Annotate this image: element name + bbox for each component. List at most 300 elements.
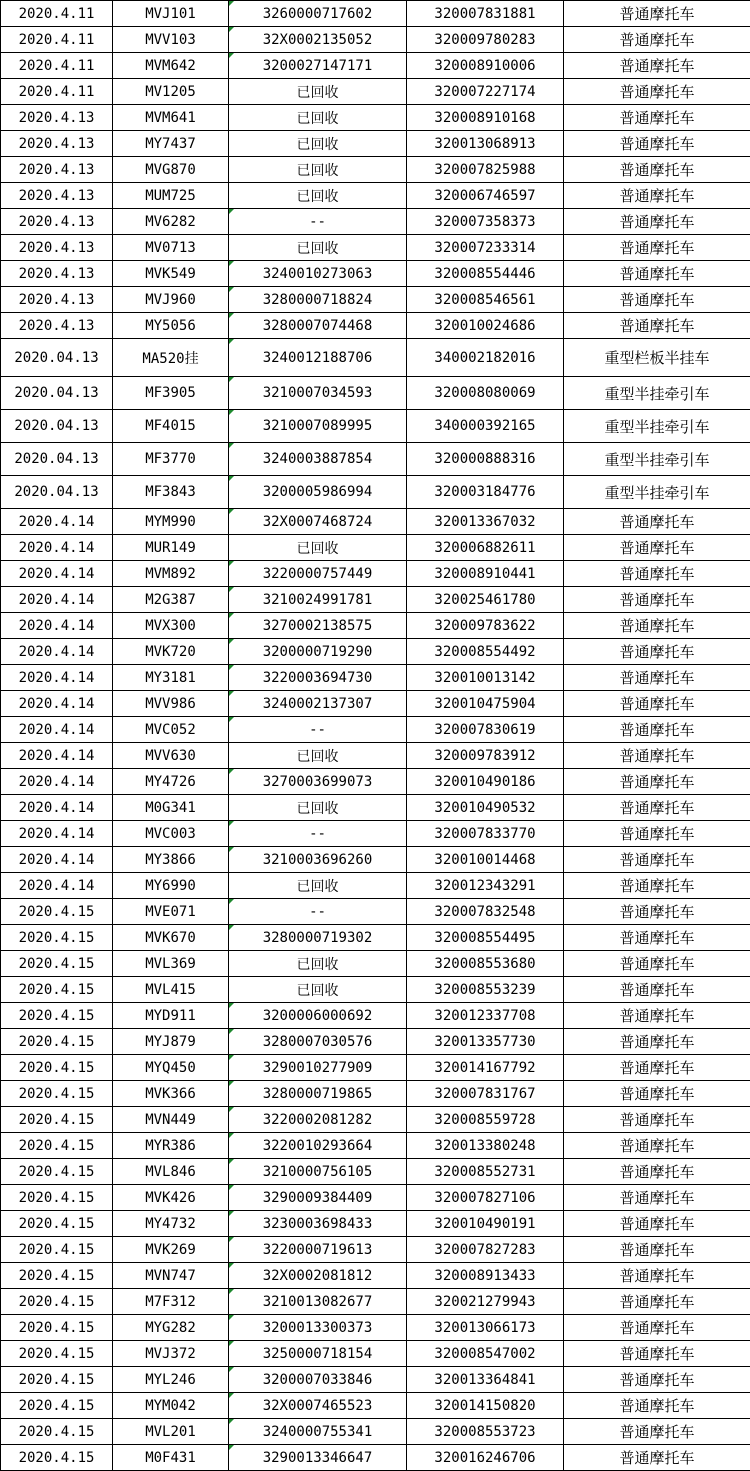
table-row <box>1 1341 750 1367</box>
cert-cell: 已回收 <box>229 131 407 157</box>
plate-cell: MVM642 <box>113 53 229 79</box>
table-row <box>1 977 750 1003</box>
table-row <box>1 717 750 743</box>
plate-cell: MYR386 <box>113 1133 229 1159</box>
date-cell: 2020.4.15 <box>1 1419 113 1445</box>
date-cell: 2020.4.11 <box>1 1 113 27</box>
date-cell: 2020.4.15 <box>1 1445 113 1471</box>
date-cell: 2020.4.15 <box>1 1029 113 1055</box>
vehicle-type-cell: 普通摩托车 <box>564 1185 750 1211</box>
date-cell: 2020.4.14 <box>1 665 113 691</box>
reg-cell: 320009783622 <box>407 613 564 639</box>
plate-cell: MVK426 <box>113 1185 229 1211</box>
date-cell: 2020.4.14 <box>1 847 113 873</box>
reg-cell: 320008554495 <box>407 925 564 951</box>
vehicle-type-cell: 普通摩托车 <box>564 1 750 27</box>
table-row <box>1 1107 750 1133</box>
table-row <box>1 509 750 535</box>
table-row <box>1 1263 750 1289</box>
vehicle-type-cell: 重型半挂牵引车 <box>564 443 750 476</box>
reg-cell: 320008553723 <box>407 1419 564 1445</box>
cert-cell: 已回收 <box>229 535 407 561</box>
reg-cell: 320006882611 <box>407 535 564 561</box>
reg-cell: 320016246706 <box>407 1445 564 1471</box>
plate-cell: MYQ450 <box>113 1055 229 1081</box>
date-cell: 2020.4.15 <box>1 1185 113 1211</box>
vehicle-records-body <box>1 1 750 1471</box>
vehicle-type-cell: 普通摩托车 <box>564 157 750 183</box>
reg-cell: 320007831881 <box>407 1 564 27</box>
cert-cell: 3280007074468 <box>229 313 407 339</box>
reg-cell: 320008910168 <box>407 105 564 131</box>
reg-cell: 320013066173 <box>407 1315 564 1341</box>
plate-cell: MY3181 <box>113 665 229 691</box>
reg-cell: 320007832548 <box>407 899 564 925</box>
cert-cell: 3280000718824 <box>229 287 407 313</box>
table-row <box>1 1367 750 1393</box>
plate-cell: MUM725 <box>113 183 229 209</box>
cert-cell: 3230003698433 <box>229 1211 407 1237</box>
table-row <box>1 79 750 105</box>
cert-cell: 3290013346647 <box>229 1445 407 1471</box>
table-row <box>1 639 750 665</box>
reg-cell: 320007833770 <box>407 821 564 847</box>
plate-cell: MYM042 <box>113 1393 229 1419</box>
vehicle-type-cell: 普通摩托车 <box>564 561 750 587</box>
reg-cell: 320008554492 <box>407 639 564 665</box>
vehicle-type-cell: 普通摩托车 <box>564 535 750 561</box>
table-row <box>1 410 750 443</box>
vehicle-type-cell: 普通摩托车 <box>564 183 750 209</box>
vehicle-type-cell: 普通摩托车 <box>564 951 750 977</box>
reg-cell: 320013357730 <box>407 1029 564 1055</box>
vehicle-type-cell: 普通摩托车 <box>564 1367 750 1393</box>
reg-cell: 320007830619 <box>407 717 564 743</box>
plate-cell: M0G341 <box>113 795 229 821</box>
plate-cell: MF3770 <box>113 443 229 476</box>
date-cell: 2020.4.14 <box>1 873 113 899</box>
vehicle-type-cell: 普通摩托车 <box>564 899 750 925</box>
table-row <box>1 1029 750 1055</box>
plate-cell: MUR149 <box>113 535 229 561</box>
plate-cell: MV0713 <box>113 235 229 261</box>
date-cell: 2020.4.14 <box>1 743 113 769</box>
plate-cell: MF4015 <box>113 410 229 443</box>
reg-cell: 320009783912 <box>407 743 564 769</box>
vehicle-type-cell: 普通摩托车 <box>564 1445 750 1471</box>
cert-cell: -- <box>229 717 407 743</box>
reg-cell: 320008552731 <box>407 1159 564 1185</box>
reg-cell: 320008547002 <box>407 1341 564 1367</box>
plate-cell: MVM892 <box>113 561 229 587</box>
vehicle-type-cell: 普通摩托车 <box>564 1263 750 1289</box>
reg-cell: 320000888316 <box>407 443 564 476</box>
plate-cell: MVN449 <box>113 1107 229 1133</box>
plate-cell: M7F312 <box>113 1289 229 1315</box>
plate-cell: MF3843 <box>113 476 229 509</box>
vehicle-type-cell: 普通摩托车 <box>564 1419 750 1445</box>
table-row <box>1 925 750 951</box>
date-cell: 2020.04.13 <box>1 339 113 377</box>
table-row <box>1 157 750 183</box>
plate-cell: MVG870 <box>113 157 229 183</box>
vehicle-type-cell: 普通摩托车 <box>564 743 750 769</box>
reg-cell: 320021279943 <box>407 1289 564 1315</box>
plate-cell: MYJ879 <box>113 1029 229 1055</box>
cert-cell: 32X0007468724 <box>229 509 407 535</box>
cert-cell: 3280000719302 <box>229 925 407 951</box>
vehicle-type-cell: 普通摩托车 <box>564 613 750 639</box>
plate-cell: MVL846 <box>113 1159 229 1185</box>
date-cell: 2020.4.15 <box>1 1315 113 1341</box>
table-row <box>1 665 750 691</box>
table-row <box>1 1393 750 1419</box>
plate-cell: MF3905 <box>113 377 229 410</box>
date-cell: 2020.4.13 <box>1 287 113 313</box>
vehicle-type-cell: 重型半挂牵引车 <box>564 377 750 410</box>
vehicle-type-cell: 普通摩托车 <box>564 1341 750 1367</box>
vehicle-type-cell: 普通摩托车 <box>564 717 750 743</box>
plate-cell: MVJ101 <box>113 1 229 27</box>
plate-cell: MY7437 <box>113 131 229 157</box>
date-cell: 2020.04.13 <box>1 476 113 509</box>
date-cell: 2020.4.15 <box>1 1263 113 1289</box>
cert-cell: 3220002081282 <box>229 1107 407 1133</box>
table-row <box>1 1133 750 1159</box>
reg-cell: 320006746597 <box>407 183 564 209</box>
date-cell: 2020.4.14 <box>1 535 113 561</box>
reg-cell: 320010013142 <box>407 665 564 691</box>
vehicle-type-cell: 重型栏板半挂车 <box>564 339 750 377</box>
reg-cell: 320010024686 <box>407 313 564 339</box>
vehicle-type-cell: 普通摩托车 <box>564 53 750 79</box>
table-row <box>1 873 750 899</box>
reg-cell: 320013068913 <box>407 131 564 157</box>
reg-cell: 320008554446 <box>407 261 564 287</box>
date-cell: 2020.4.13 <box>1 157 113 183</box>
reg-cell: 320007827106 <box>407 1185 564 1211</box>
vehicle-type-cell: 普通摩托车 <box>564 209 750 235</box>
date-cell: 2020.4.15 <box>1 1393 113 1419</box>
reg-cell: 320013380248 <box>407 1133 564 1159</box>
cert-cell: 32X0007465523 <box>229 1393 407 1419</box>
reg-cell: 320009780283 <box>407 27 564 53</box>
cert-cell: 32X0002081812 <box>229 1263 407 1289</box>
plate-cell: MVL415 <box>113 977 229 1003</box>
cert-cell: 已回收 <box>229 795 407 821</box>
cert-cell: 3220000757449 <box>229 561 407 587</box>
table-row <box>1 377 750 410</box>
reg-cell: 320010490191 <box>407 1211 564 1237</box>
cert-cell: 3290010277909 <box>229 1055 407 1081</box>
table-row <box>1 443 750 476</box>
plate-cell: MY5056 <box>113 313 229 339</box>
plate-cell: MV6282 <box>113 209 229 235</box>
reg-cell: 320003184776 <box>407 476 564 509</box>
table-row <box>1 743 750 769</box>
plate-cell: MVE071 <box>113 899 229 925</box>
cert-cell: 3220010293664 <box>229 1133 407 1159</box>
vehicle-type-cell: 普通摩托车 <box>564 1081 750 1107</box>
cert-cell: -- <box>229 821 407 847</box>
reg-cell: 320007227174 <box>407 79 564 105</box>
cert-cell: 3260000717602 <box>229 1 407 27</box>
cert-cell: 3200006000692 <box>229 1003 407 1029</box>
date-cell: 2020.4.14 <box>1 587 113 613</box>
table-row <box>1 53 750 79</box>
vehicle-type-cell: 普通摩托车 <box>564 235 750 261</box>
vehicle-type-cell: 普通摩托车 <box>564 287 750 313</box>
cert-cell: 3200013300373 <box>229 1315 407 1341</box>
date-cell: 2020.4.15 <box>1 899 113 925</box>
table-row <box>1 339 750 377</box>
reg-cell: 320008553680 <box>407 951 564 977</box>
plate-cell: MVJ372 <box>113 1341 229 1367</box>
date-cell: 2020.04.13 <box>1 377 113 410</box>
date-cell: 2020.4.15 <box>1 1289 113 1315</box>
reg-cell: 320010014468 <box>407 847 564 873</box>
vehicle-type-cell: 普通摩托车 <box>564 847 750 873</box>
vehicle-type-cell: 普通摩托车 <box>564 313 750 339</box>
table-row <box>1 899 750 925</box>
vehicle-type-cell: 普通摩托车 <box>564 795 750 821</box>
vehicle-type-cell: 普通摩托车 <box>564 1133 750 1159</box>
reg-cell: 320012343291 <box>407 873 564 899</box>
cert-cell: 3290009384409 <box>229 1185 407 1211</box>
vehicle-type-cell: 普通摩托车 <box>564 509 750 535</box>
table-row <box>1 1445 750 1471</box>
plate-cell: MVC003 <box>113 821 229 847</box>
vehicle-type-cell: 普通摩托车 <box>564 1055 750 1081</box>
cert-cell: 3240003887854 <box>229 443 407 476</box>
table-row <box>1 1055 750 1081</box>
table-row <box>1 613 750 639</box>
table-row <box>1 27 750 53</box>
table-row <box>1 1419 750 1445</box>
table-row <box>1 1003 750 1029</box>
cert-cell: 已回收 <box>229 743 407 769</box>
table-row <box>1 587 750 613</box>
cert-cell: 3200027147171 <box>229 53 407 79</box>
vehicle-type-cell: 普通摩托车 <box>564 1003 750 1029</box>
table-row <box>1 1159 750 1185</box>
date-cell: 2020.4.15 <box>1 1367 113 1393</box>
table-row <box>1 1081 750 1107</box>
plate-cell: MY4732 <box>113 1211 229 1237</box>
plate-cell: MVJ960 <box>113 287 229 313</box>
plate-cell: M2G387 <box>113 587 229 613</box>
table-row <box>1 847 750 873</box>
reg-cell: 320008910441 <box>407 561 564 587</box>
plate-cell: MVK720 <box>113 639 229 665</box>
vehicle-type-cell: 普通摩托车 <box>564 925 750 951</box>
cert-cell: 3280000719865 <box>229 1081 407 1107</box>
plate-cell: MVL369 <box>113 951 229 977</box>
reg-cell: 320007831767 <box>407 1081 564 1107</box>
date-cell: 2020.4.15 <box>1 1159 113 1185</box>
cert-cell: 3240010273063 <box>229 261 407 287</box>
plate-cell: MVV103 <box>113 27 229 53</box>
table-row <box>1 261 750 287</box>
vehicle-type-cell: 普通摩托车 <box>564 691 750 717</box>
table-row <box>1 476 750 509</box>
vehicle-type-cell: 普通摩托车 <box>564 821 750 847</box>
vehicle-type-cell: 普通摩托车 <box>564 1315 750 1341</box>
date-cell: 2020.4.15 <box>1 925 113 951</box>
plate-cell: MVN747 <box>113 1263 229 1289</box>
vehicle-type-cell: 普通摩托车 <box>564 27 750 53</box>
plate-cell: MYL246 <box>113 1367 229 1393</box>
vehicle-type-cell: 普通摩托车 <box>564 105 750 131</box>
vehicle-type-cell: 重型半挂牵引车 <box>564 410 750 443</box>
cert-cell: 已回收 <box>229 105 407 131</box>
date-cell: 2020.4.15 <box>1 1237 113 1263</box>
reg-cell: 320014167792 <box>407 1055 564 1081</box>
cert-cell: 3210007034593 <box>229 377 407 410</box>
reg-cell: 320008546561 <box>407 287 564 313</box>
vehicle-type-cell: 普通摩托车 <box>564 79 750 105</box>
date-cell: 2020.4.13 <box>1 235 113 261</box>
table-row <box>1 951 750 977</box>
date-cell: 2020.4.13 <box>1 105 113 131</box>
table-row <box>1 795 750 821</box>
date-cell: 2020.4.11 <box>1 79 113 105</box>
table-row <box>1 287 750 313</box>
vehicle-type-cell: 普通摩托车 <box>564 873 750 899</box>
reg-cell: 320007358373 <box>407 209 564 235</box>
reg-cell: 320007233314 <box>407 235 564 261</box>
reg-cell: 320007827283 <box>407 1237 564 1263</box>
plate-cell: M0F431 <box>113 1445 229 1471</box>
table-row <box>1 1289 750 1315</box>
date-cell: 2020.4.14 <box>1 717 113 743</box>
plate-cell: MVC052 <box>113 717 229 743</box>
reg-cell: 320014150820 <box>407 1393 564 1419</box>
vehicle-type-cell: 普通摩托车 <box>564 1289 750 1315</box>
table-row <box>1 1237 750 1263</box>
vehicle-type-cell: 普通摩托车 <box>564 261 750 287</box>
date-cell: 2020.4.15 <box>1 1055 113 1081</box>
date-cell: 2020.4.14 <box>1 795 113 821</box>
date-cell: 2020.4.14 <box>1 691 113 717</box>
plate-cell: MYG282 <box>113 1315 229 1341</box>
cert-cell: 3240000755341 <box>229 1419 407 1445</box>
vehicle-type-cell: 普通摩托车 <box>564 1107 750 1133</box>
reg-cell: 320008080069 <box>407 377 564 410</box>
plate-cell: MY6990 <box>113 873 229 899</box>
table-row <box>1 1211 750 1237</box>
date-cell: 2020.4.15 <box>1 1211 113 1237</box>
plate-cell: MA520挂 <box>113 339 229 377</box>
date-cell: 2020.4.14 <box>1 769 113 795</box>
vehicle-type-cell: 普通摩托车 <box>564 1211 750 1237</box>
vehicle-type-cell: 普通摩托车 <box>564 769 750 795</box>
date-cell: 2020.04.13 <box>1 443 113 476</box>
cert-cell: 已回收 <box>229 951 407 977</box>
table-row <box>1 821 750 847</box>
table-row <box>1 691 750 717</box>
table-row <box>1 183 750 209</box>
table-row <box>1 105 750 131</box>
plate-cell: MVK366 <box>113 1081 229 1107</box>
plate-cell: MY3866 <box>113 847 229 873</box>
cert-cell: 3270003699073 <box>229 769 407 795</box>
cert-cell: 3250000718154 <box>229 1341 407 1367</box>
reg-cell: 340000392165 <box>407 410 564 443</box>
vehicle-type-cell: 普通摩托车 <box>564 977 750 1003</box>
date-cell: 2020.4.15 <box>1 951 113 977</box>
date-cell: 2020.04.13 <box>1 410 113 443</box>
cert-cell: 3240012188706 <box>229 339 407 377</box>
table-row <box>1 535 750 561</box>
table-row <box>1 313 750 339</box>
cert-cell: 3270002138575 <box>229 613 407 639</box>
date-cell: 2020.4.13 <box>1 313 113 339</box>
cert-cell: 已回收 <box>229 235 407 261</box>
date-cell: 2020.4.15 <box>1 1133 113 1159</box>
plate-cell: MYM990 <box>113 509 229 535</box>
reg-cell: 320008913433 <box>407 1263 564 1289</box>
plate-cell: MVK269 <box>113 1237 229 1263</box>
date-cell: 2020.4.14 <box>1 821 113 847</box>
reg-cell: 320010475904 <box>407 691 564 717</box>
cert-cell: 3210007089995 <box>229 410 407 443</box>
date-cell: 2020.4.13 <box>1 131 113 157</box>
date-cell: 2020.4.13 <box>1 183 113 209</box>
cert-cell: 3210000756105 <box>229 1159 407 1185</box>
date-cell: 2020.4.11 <box>1 53 113 79</box>
plate-cell: MV1205 <box>113 79 229 105</box>
cert-cell: -- <box>229 209 407 235</box>
cert-cell: 3210003696260 <box>229 847 407 873</box>
cert-cell: 已回收 <box>229 183 407 209</box>
vehicle-type-cell: 普通摩托车 <box>564 1159 750 1185</box>
cert-cell: 已回收 <box>229 977 407 1003</box>
date-cell: 2020.4.15 <box>1 977 113 1003</box>
cert-cell: 3220000719613 <box>229 1237 407 1263</box>
reg-cell: 320012337708 <box>407 1003 564 1029</box>
date-cell: 2020.4.11 <box>1 27 113 53</box>
reg-cell: 320013367032 <box>407 509 564 535</box>
reg-cell: 320010490532 <box>407 795 564 821</box>
date-cell: 2020.4.15 <box>1 1341 113 1367</box>
date-cell: 2020.4.14 <box>1 613 113 639</box>
date-cell: 2020.4.15 <box>1 1081 113 1107</box>
reg-cell: 320008559728 <box>407 1107 564 1133</box>
plate-cell: MVK549 <box>113 261 229 287</box>
cert-cell: -- <box>229 899 407 925</box>
table-row <box>1 1 750 27</box>
cert-cell: 3240002137307 <box>229 691 407 717</box>
date-cell: 2020.4.14 <box>1 509 113 535</box>
date-cell: 2020.4.13 <box>1 261 113 287</box>
cert-cell: 3200007033846 <box>229 1367 407 1393</box>
plate-cell: MVX300 <box>113 613 229 639</box>
vehicle-type-cell: 普通摩托车 <box>564 587 750 613</box>
date-cell: 2020.4.14 <box>1 561 113 587</box>
vehicle-type-cell: 普通摩托车 <box>564 1029 750 1055</box>
plate-cell: MY4726 <box>113 769 229 795</box>
cert-cell: 3210013082677 <box>229 1289 407 1315</box>
reg-cell: 320008553239 <box>407 977 564 1003</box>
vehicle-type-cell: 普通摩托车 <box>564 1393 750 1419</box>
table-row <box>1 769 750 795</box>
vehicle-type-cell: 普通摩托车 <box>564 665 750 691</box>
date-cell: 2020.4.13 <box>1 209 113 235</box>
date-cell: 2020.4.14 <box>1 639 113 665</box>
cert-cell: 3200000719290 <box>229 639 407 665</box>
vehicle-type-cell: 普通摩托车 <box>564 1237 750 1263</box>
